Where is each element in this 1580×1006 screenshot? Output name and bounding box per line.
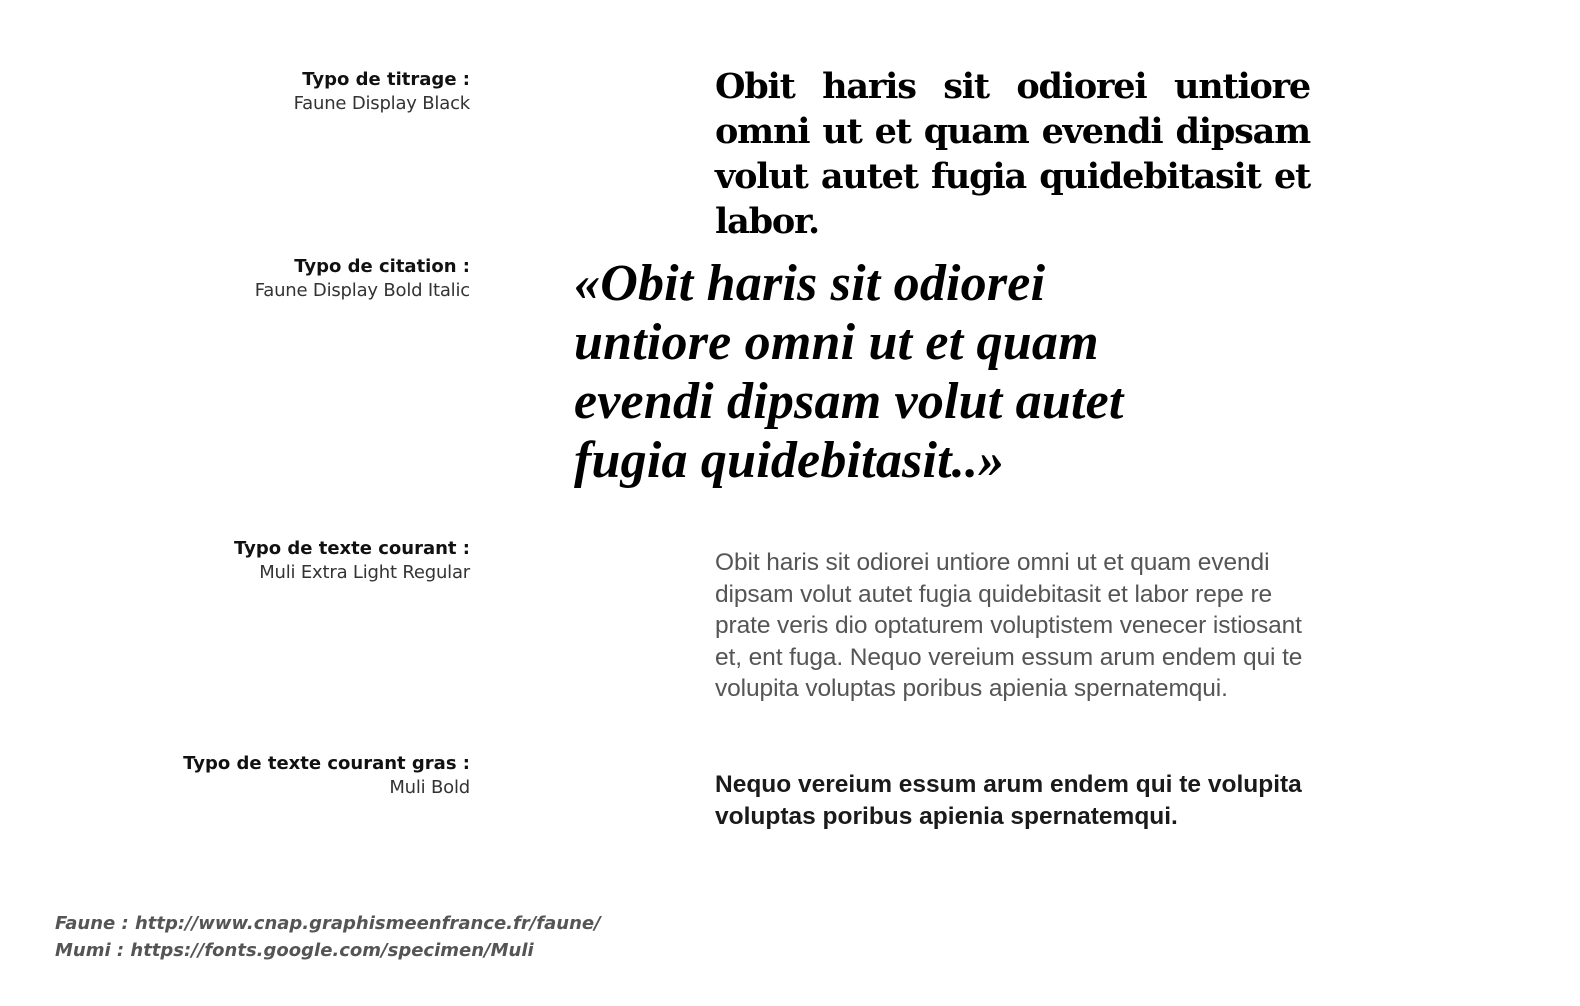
source-faune: Faune : http://www.cnap.graphismeenfrance.fr/faune/ <box>55 913 601 934</box>
sample-titrage: Obit haris sit odiorei untiore omni ut et quam evendi dipsam volut autet fugia quidebitasit et labor. <box>715 66 1310 242</box>
label-font-name: Faune Display Black <box>293 93 470 114</box>
specimen-label-citation <box>255 255 470 303</box>
label-title: Typo de citation : <box>294 256 470 277</box>
label-font-name: Faune Display Bold Italic <box>254 280 470 301</box>
label-title: Typo de texte courant gras : <box>183 753 470 774</box>
sample-citation: «Obit haris sit odiorei untiore omni ut et quam evendi dipsam volut autet fugia quidebitasit..» <box>574 255 1124 489</box>
source-muli: Mumi : https://fonts.google.com/specimen/Muli <box>55 940 534 961</box>
font-sources <box>55 910 601 964</box>
sample-texte-gras: Nequo vereium essum arum endem qui te volupita voluptas poribus apienia spernatemqui. <box>715 771 1302 830</box>
label-font-name: Muli Extra Light Regular <box>259 562 470 583</box>
specimen-label-texte-courant <box>234 537 470 585</box>
sample-texte-courant: Obit haris sit odiorei untiore omni ut et quam evendi dipsam volut autet fugia quidebitasit et labor repe re prate veris dio optaturem voluptistem venecer istiosant et, ent fuga. Nequo vereium essum arum endem qui te volupita voluptas poribus apienia spernatemqui. <box>715 549 1303 702</box>
specimen-label-texte-gras <box>183 752 470 800</box>
specimen-label-titrage <box>294 68 470 116</box>
label-title: Typo de titrage : <box>302 69 470 90</box>
label-font-name: Muli Bold <box>389 777 470 798</box>
label-title: Typo de texte courant : <box>233 538 470 559</box>
